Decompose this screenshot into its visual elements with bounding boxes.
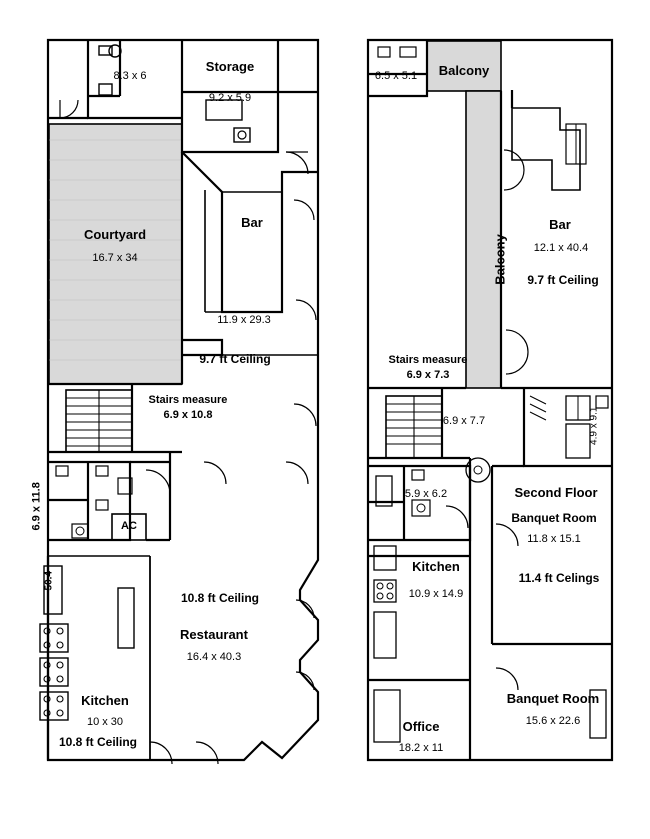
label-second-floor-ceiling: 11.4 ft Celings (518, 571, 600, 585)
label-bathroom-2-dims: 6.5 x 5.1 (374, 70, 418, 82)
label-restaurant-dims: 16.4 x 40.3 (186, 651, 242, 663)
label-office: Office (402, 719, 440, 734)
label-service-room-dims: 4.9 x 9.1 (588, 406, 600, 445)
label-restaurant: Restaurant (180, 627, 248, 642)
label-balcony-top: Balcony (438, 63, 490, 78)
label-bar-1: Bar (241, 215, 263, 230)
label-bar-2-dims: 12.1 x 40.4 (533, 242, 589, 254)
label-kitchen-2: Kitchen (412, 559, 460, 574)
label-bar-1-dims: 11.9 x 29.3 (217, 314, 271, 326)
label-courtyard: Courtyard (83, 227, 147, 242)
label-stairs-1: Stairs measure (148, 394, 228, 406)
label-banquet-room-2-dims: 15.6 x 22.6 (525, 715, 581, 727)
label-stairs-1-dims: 6.9 x 10.8 (163, 409, 213, 421)
label-courtyard-dims: 16.7 x 34 (92, 252, 138, 264)
label-storage-dims: 9.2 x 5.9 (208, 92, 252, 104)
label-hall-width: 6.9 x 11.8 (30, 482, 43, 531)
label-balcony-vertical: Balcony (492, 234, 508, 285)
label-bathroom-upper-dims: 8.3 x 6 (113, 70, 147, 82)
label-bar-1-ceiling: 9.7 ft Ceiling (199, 352, 271, 366)
label-bar-2: Bar (549, 217, 571, 232)
label-kitchen-1-ceiling: 10.8 ft Ceiling (58, 735, 138, 749)
label-kitchen-1: Kitchen (81, 693, 129, 708)
label-second-floor-banquet-dims: 11.8 x 15.1 (527, 533, 581, 545)
label-second-floor: Second Floor (514, 485, 598, 500)
label-office-dims: 18.2 x 11 (398, 742, 444, 754)
label-stairs-2-dims: 6.9 x 7.3 (406, 369, 450, 381)
label-landing-dims: 6.9 x 7.7 (442, 415, 486, 427)
label-stairs-2: Stairs measure (388, 354, 468, 366)
label-banquet-room-2: Banquet Room (506, 691, 600, 706)
label-bar-2-ceiling: 9.7 ft Ceiling (527, 273, 599, 287)
label-kitchen-1-dims: 10 x 30 (86, 716, 124, 728)
label-restaurant-ceiling: 10.8 ft Ceiling (180, 591, 260, 605)
label-storage: Storage (205, 59, 255, 74)
label-ac-closet: AC (121, 520, 137, 532)
label-kitchen-2-dims: 10.9 x 14.9 (408, 588, 464, 600)
label-range-hood: 50.4 (43, 571, 55, 591)
label-second-floor-banquet: Banquet Room (511, 511, 597, 525)
label-bathroom-3-dims: 5.9 x 6.2 (404, 488, 448, 500)
